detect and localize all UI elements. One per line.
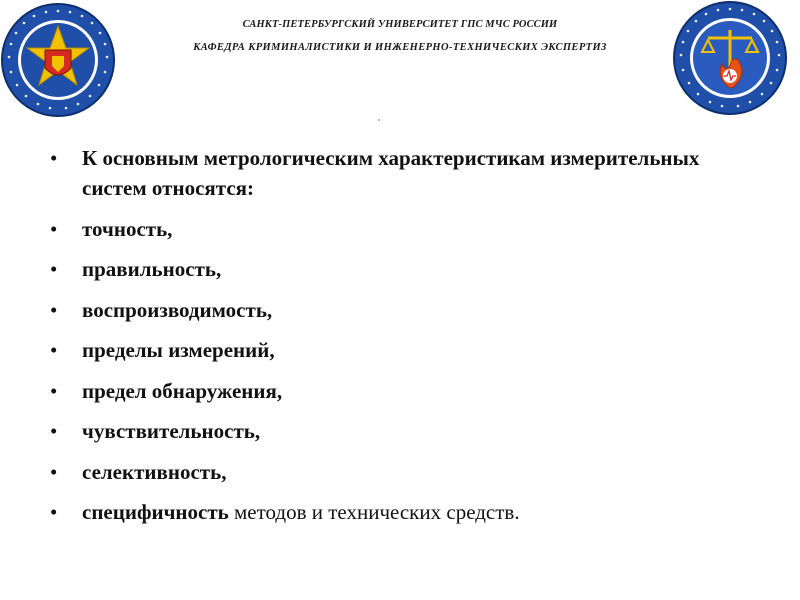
list-item-text: методов и технических средств. (228, 500, 520, 524)
bullet-icon: • (50, 419, 58, 443)
bullet-icon: • (50, 297, 58, 322)
list-item (44, 457, 764, 487)
list-item (44, 416, 764, 446)
bullet-icon: • (50, 216, 58, 241)
list-item (44, 335, 764, 365)
list-item (44, 376, 764, 406)
university-title: САНКТ-ПЕТЕРБУРГСКИЙ УНИВЕРСИТЕТ ГПС МЧС РОССИИ (242, 19, 558, 30)
list-item-bold-text: пределы измерений, (82, 338, 275, 362)
bullet-icon: • (50, 338, 58, 362)
list-item (44, 143, 764, 203)
list-item-bold-text: предел обнаружения, (82, 378, 283, 403)
bullet-icon: • (50, 500, 58, 524)
list-item-bold-text: К основным метрологическим характеристикам измерительных систем относятся: (82, 146, 700, 200)
bullet-icon: • (50, 459, 58, 484)
list-item-bold-text: правильность, (82, 257, 222, 281)
bullet-icon: • (50, 257, 58, 281)
university-emblem-logo (0, 2, 116, 118)
list-item-bold-text: селективность, (82, 459, 227, 484)
bullet-icon: • (50, 146, 58, 170)
list-item-bold-text: специфичность (82, 500, 229, 524)
list-item-bold-text: точность, (82, 216, 173, 241)
list-item-bold-text: воспроизводимость, (82, 297, 273, 322)
list-item-bold-text: чувствительность, (82, 419, 261, 443)
department-emblem-logo (672, 0, 788, 116)
list-item (44, 254, 764, 284)
list-item (44, 214, 764, 244)
list-item (44, 295, 764, 325)
characteristics-list (44, 143, 764, 538)
list-item (44, 497, 764, 527)
department-title: КАФЕДРА КРИМИНАЛИСТИКИ И ИНЖЕНЕРНО-ТЕХНИЧЕСКИХ ЭКСПЕРТИЗ (193, 42, 607, 53)
decorative-dot (378, 119, 380, 121)
bullet-icon: • (50, 378, 58, 403)
